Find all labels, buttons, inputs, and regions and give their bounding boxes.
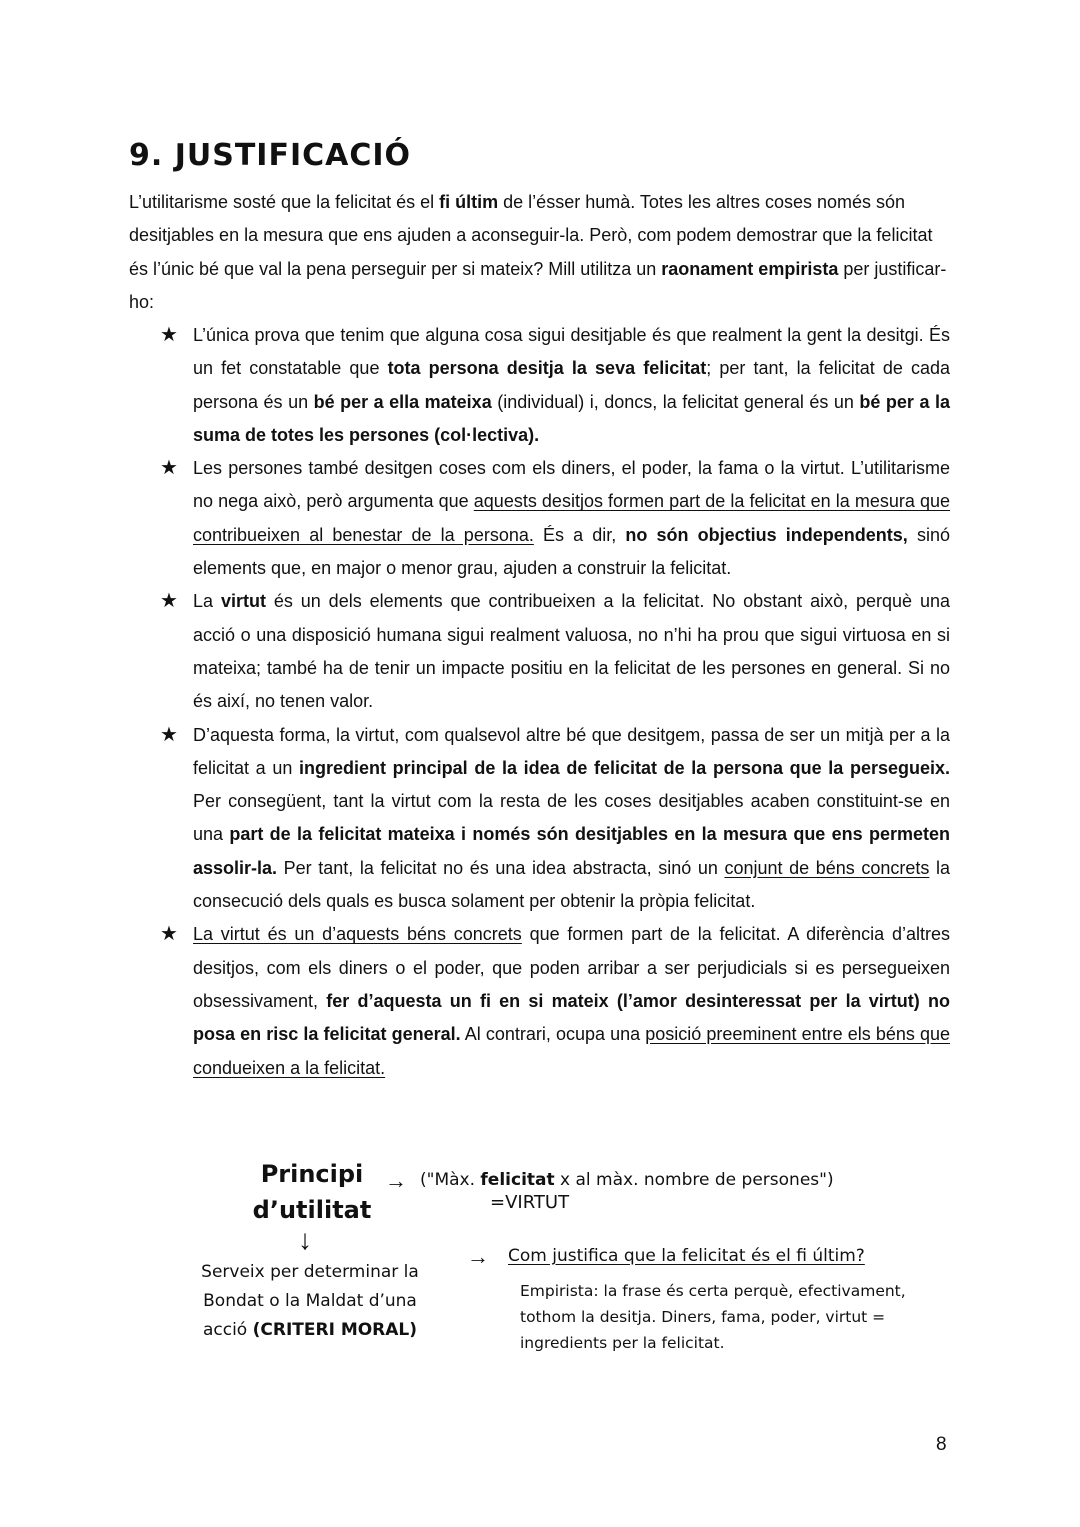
page-number: 8	[936, 1434, 947, 1455]
list-item	[160, 918, 950, 1084]
bullet-text: La	[193, 591, 221, 612]
handwritten-diagram	[190, 1150, 950, 1370]
bullet-text: D’aquesta forma, la virtut, com qualsevol altre bé que desitgem, passa de ser un mitjà per a la felicitat a un	[193, 724, 950, 778]
bullet-bold: bé per a ella mateixa	[313, 391, 492, 412]
intro-paragraph	[129, 186, 949, 319]
bullet-bold: virtut	[220, 591, 266, 612]
utility-formula	[420, 1168, 834, 1192]
bullet-text: ; per tant, la felicitat de cada persona és un	[193, 358, 950, 412]
bullet-underline: La virtut és un d’aquests béns concrets	[193, 924, 522, 945]
bullet-text: la consecució dels quals es busca solament per obtenir la pròpia felicitat.	[193, 857, 950, 912]
bullet-text: Per tant, la felicitat no és una idea abstracta, sinó un	[277, 857, 725, 878]
bullet-text: sinó elements que, en major o menor grau, ajuden a construir la felicitat.	[193, 524, 950, 579]
list-item	[160, 585, 950, 718]
bullet-text: L’única prova que tenim que alguna cosa sigui desitjable és que realment la gent la desitgi. És un fet constatable que	[193, 325, 950, 379]
star-bullet-icon: ★	[160, 457, 178, 480]
bullet-bold: part de la felicitat mateixa i només són desitjables en la mesura que ens permeten assolir-la.	[193, 824, 950, 878]
arrow-right-icon: →	[467, 1244, 489, 1269]
bullet-bold: ingredient principal de la idea de felicitat de la persona que la persegueix.	[299, 757, 951, 778]
section-title: 9. JUSTIFICACIÓ	[129, 138, 412, 173]
principle-line: Principi	[260, 1160, 364, 1188]
star-bullet-icon: ★	[160, 723, 178, 746]
arrow-down-icon: ↓	[298, 1224, 312, 1255]
bullet-text: (individual) i, doncs, la felicitat general és un	[491, 391, 860, 412]
formula-text: ("Màx.	[420, 1170, 481, 1190]
formula-bold: felicitat	[480, 1170, 555, 1190]
bullet-text: que formen part de la felicitat. A diferència d’altres desitjos, com els diners o el poder, que poden arribar a ser perjudicials si es persegueixen obsessivament,	[193, 924, 950, 1011]
list-item	[160, 452, 950, 585]
star-bullet-icon: ★	[160, 590, 178, 613]
moral-criterion-note	[190, 1258, 430, 1345]
star-bullet-icon: ★	[160, 324, 178, 346]
bullet-text: Les persones també desitgen coses com els diners, el poder, la fama o la virtut. L’utilitarisme no nega això, però argumenta que	[193, 458, 950, 512]
intro-text: L’utilitarisme sosté que la felicitat és el	[129, 192, 440, 212]
intro-text: de l’ésser humà. Totes les altres coses només són desitjables en la mesura que ens ajuden a aconseguir-la. Però, com podem demostrar que la felicitat és l’únic bé que val la pena perseguir per si mateix? Mill utilitza un	[129, 192, 933, 279]
formula-text: x al màx. nombre de persones")	[554, 1170, 834, 1190]
bullet-text: Per consegüent, tant la virtut com la resta de les coses desitjables acaben constituint-se en una	[193, 791, 950, 845]
principle-line: d’utilitat	[252, 1196, 372, 1224]
principle-title	[242, 1156, 382, 1228]
justification-answer: Empirista: la frase és certa perquè, efectivament, tothom la desitja. Diners, fama, poder, virtut = ingredients per la felicitat.	[520, 1282, 906, 1352]
bullet-bold: no són objectius independents,	[625, 524, 908, 545]
justification-question: Com justifica que la felicitat és el fi últim?	[508, 1246, 865, 1266]
intro-bold: fi últim	[439, 192, 499, 212]
arrow-right-icon: →	[385, 1168, 407, 1193]
bullet-list	[160, 319, 950, 1085]
bullet-text: és un dels elements que contribueixen a la felicitat. No obstant això, perquè una acció o una disposició humana sigui realment valuosa, no n’hi ha prou que sigui virtuosa en si mateixa; també ha de tenir un impacte positiu en la felicitat de les persones en general. Si no és així, no tenen valor.	[193, 591, 950, 712]
bullet-bold: fer d’aquesta un fi en si mateix (l’amor desinteressat per la virtut) no posa en risc la felicitat general.	[193, 990, 950, 1045]
star-bullet-icon: ★	[160, 923, 178, 946]
bullet-bold: tota persona desitja la seva felicitat	[387, 358, 707, 379]
criterion-bold: (CRITERI MORAL)	[252, 1320, 418, 1340]
bullet-text: És a dir,	[533, 524, 626, 545]
bullet-underline: posició preeminent entre els béns que condueixen a la felicitat.	[193, 1024, 950, 1078]
list-item	[160, 719, 950, 919]
virtut-equation: =VIRTUT	[490, 1192, 570, 1213]
bullet-bold: bé per a la suma de totes les persones (col·lectiva).	[193, 391, 950, 445]
criterion-text: Serveix per determinar la Bondat o la Maldat d’una acció	[201, 1262, 419, 1340]
intro-text: per justificar-ho:	[129, 258, 947, 312]
list-item	[160, 319, 950, 452]
intro-bold: raonament empirista	[661, 258, 839, 279]
bullet-text: Al contrari, ocupa una	[460, 1024, 646, 1045]
bullet-underline: aquests desitjos formen part de la felicitat en la mesura que contribueixen al benestar de la persona.	[193, 491, 950, 545]
bullet-underline: conjunt de béns concrets	[724, 857, 930, 878]
